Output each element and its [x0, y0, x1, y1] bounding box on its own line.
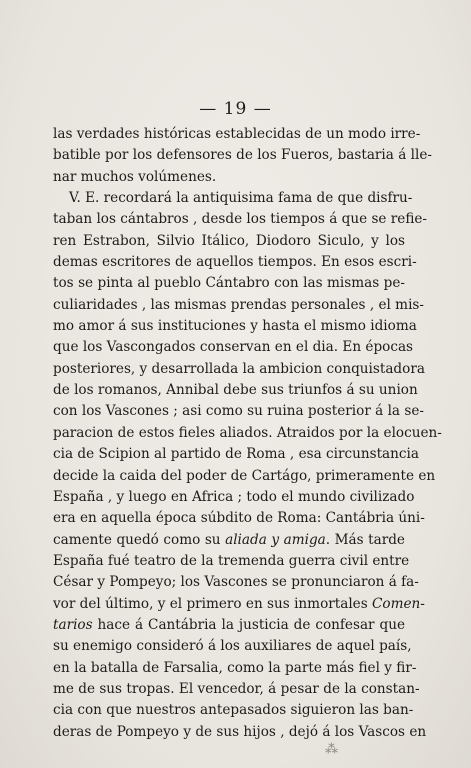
text-line: con los Vascones ; asi como su ruina posterior á la se- — [53, 403, 424, 420]
body-text — [53, 124, 442, 743]
text-line — [53, 594, 425, 615]
text-line: paracion de estos fieles aliados. Atraidos por la elocuen- — [53, 424, 442, 441]
text-segment: . Más tarde — [325, 531, 405, 548]
text-line — [53, 615, 405, 636]
text-line: cia con que nuestros antepasados siguieron las ban- — [53, 702, 414, 719]
italic-text: tarios — [53, 616, 93, 633]
text-line: César y Pompeyo; los Vascones se pronunciaron á fa- — [53, 574, 419, 591]
text-line — [53, 530, 405, 551]
text-line: batible por los defensores de los Fueros, bastaria á lle- — [53, 147, 432, 164]
text-line: demas escritores de aquellos tiempos. En esos escri- — [53, 254, 417, 271]
text-line: su enemigo consideró á los auxiliares de aquel país, — [53, 638, 412, 655]
text-line: deras de Pompeyo y de sus hijos , dejó á los Vascos en — [53, 723, 427, 740]
text-segment: camente quedó como su — [53, 531, 226, 548]
text-line: culiaridades , las mismas prendas personales , el mis- — [53, 296, 424, 313]
text-line: mo amor á sus instituciones y hasta el mismo idioma — [53, 318, 417, 335]
text-line: posteriores, y desarrollada la ambicion conquistadora — [53, 360, 425, 377]
text-line: España , y luego en Africa ; todo el mundo civilizado — [53, 488, 415, 505]
text-line: tos se pinta al pueblo Cántabro con las mismas pe- — [53, 275, 405, 292]
page-number: — 19 — — [199, 99, 272, 119]
italic-text: Comen- — [372, 595, 425, 612]
text-line: que los Vascongados conservan en el dia. En épocas — [53, 339, 414, 356]
italic-text: aliada y amiga — [225, 531, 326, 548]
text-line: cia de Scipion al partido de Roma , esa circunstancia — [53, 446, 419, 463]
text-line: era en aquella época súbdito de Roma: Cantábria úni- — [53, 510, 425, 527]
text-line: las verdades históricas establecidas de un modo irre- — [53, 126, 421, 142]
text-line: taban los cántabros , desde los tiempos á que se refie- — [53, 211, 428, 228]
text-line: V. E. recordará la antiquisima fama de que disfru- — [69, 190, 413, 207]
text-segment: hace á Cantábria la justicia de confesar que — [92, 616, 405, 633]
text-segment: vor del último, y el primero en sus inmortales — [53, 595, 373, 612]
text-line: decide la caida del poder de Cartágo, primeramente en — [53, 467, 436, 484]
text-line: nar muchos volúmenes. — [53, 168, 217, 185]
page-mark: ⁂ — [325, 742, 338, 757]
text-line: me de sus tropas. El vencedor, á pesar de la constan- — [53, 680, 420, 697]
text-line: ren Estrabon, Silvio Itálico, Diodoro Siculo, y los — [53, 232, 405, 249]
text-line: en la batalla de Farsalia, como la parte más fiel y fir- — [53, 659, 417, 676]
text-line: España fué teatro de la tremenda guerra civil entre — [53, 552, 410, 569]
text-line: de los romanos, Annibal debe sus triunfos á su union — [53, 382, 418, 399]
